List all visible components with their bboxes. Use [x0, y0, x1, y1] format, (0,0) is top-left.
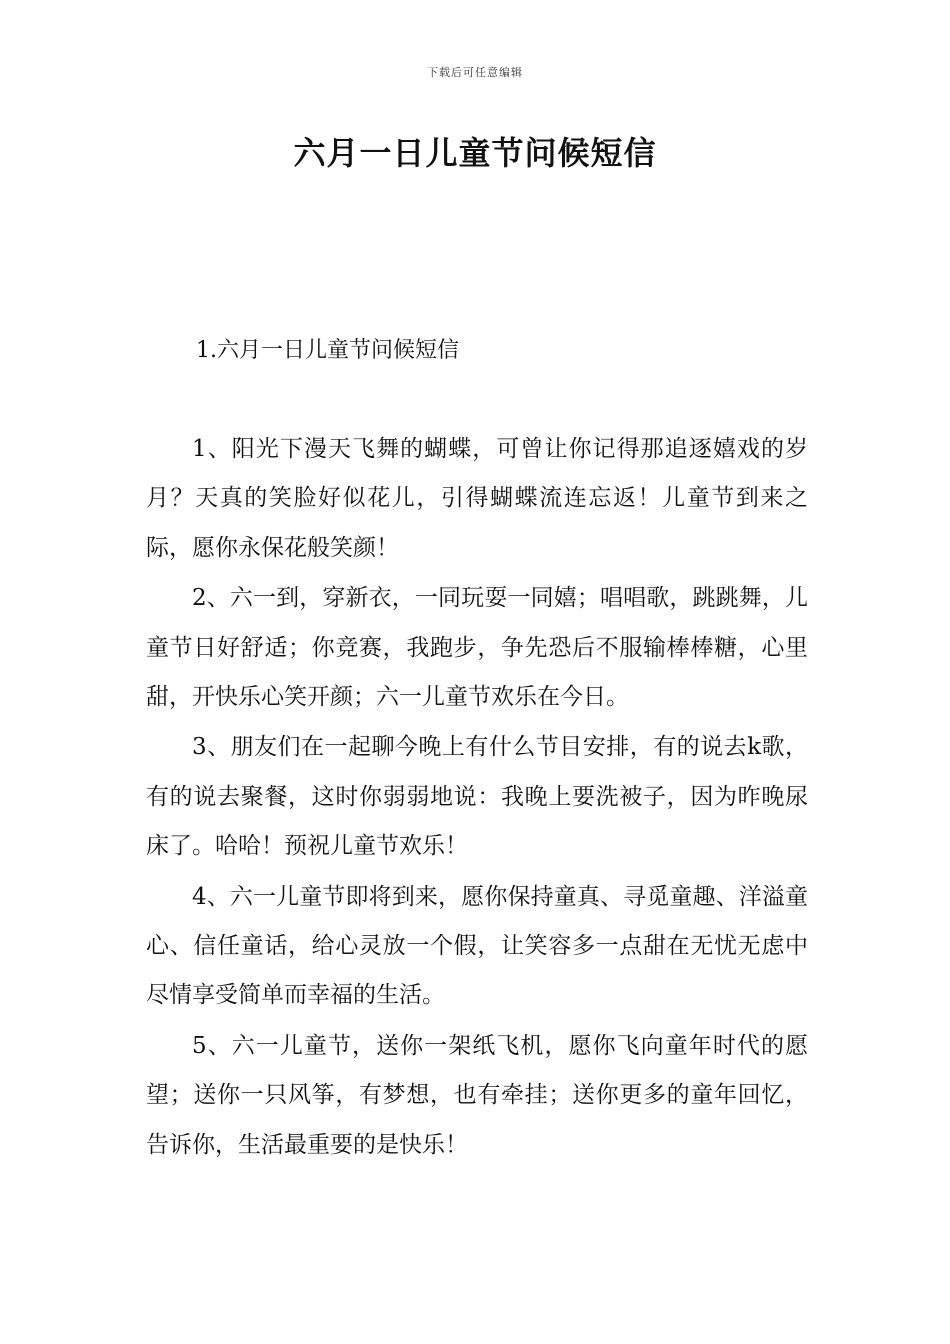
- body-text: [146, 425, 808, 1171]
- paragraph-2: 2、六一到，穿新衣，一同玩耍一同嬉；唱唱歌，跳跳舞，儿童节日好舒适；你竞赛，我跑步，争先恐后不服输棒棒糖，心里甜，开快乐心笑开颜；六一儿童节欢乐在今日。: [146, 585, 808, 711]
- paragraph-1: 1、阳光下漫天飞舞的蝴蝶，可曾让你记得那追逐嬉戏的岁月？天真的笑脸好似花儿，引得蝴蝶流连忘返！儿童节到来之际，愿你永保花般笑颜！: [146, 436, 808, 561]
- section-heading: 1.六月一日儿童节问候短信: [196, 338, 459, 363]
- document-title: 六月一日儿童节问候短信: [293, 134, 657, 172]
- paragraph-4: 4、六一儿童节即将到来，愿你保持童真、寻觅童趣、洋溢童心、信任童话，给心灵放一个假，让笑容多一点甜在无忧无虑中尽情享受简单而幸福的生活。: [146, 883, 808, 1009]
- header-note: 下载后可任意编辑: [427, 66, 523, 79]
- paragraph-5: 5、六一儿童节，送你一架纸飞机，愿你飞向童年时代的愿望；送你一只风筝，有梦想，也有牵挂；送你更多的童年回忆，告诉你，生活最重要的是快乐！: [146, 1032, 808, 1158]
- paragraph-3: 3、朋友们在一起聊今晚上有什么节目安排，有的说去k歌，有的说去聚餐，这时你弱弱地说：我晚上要洗被子，因为昨晚尿床了。哈哈！预祝儿童节欢乐！: [146, 734, 808, 860]
